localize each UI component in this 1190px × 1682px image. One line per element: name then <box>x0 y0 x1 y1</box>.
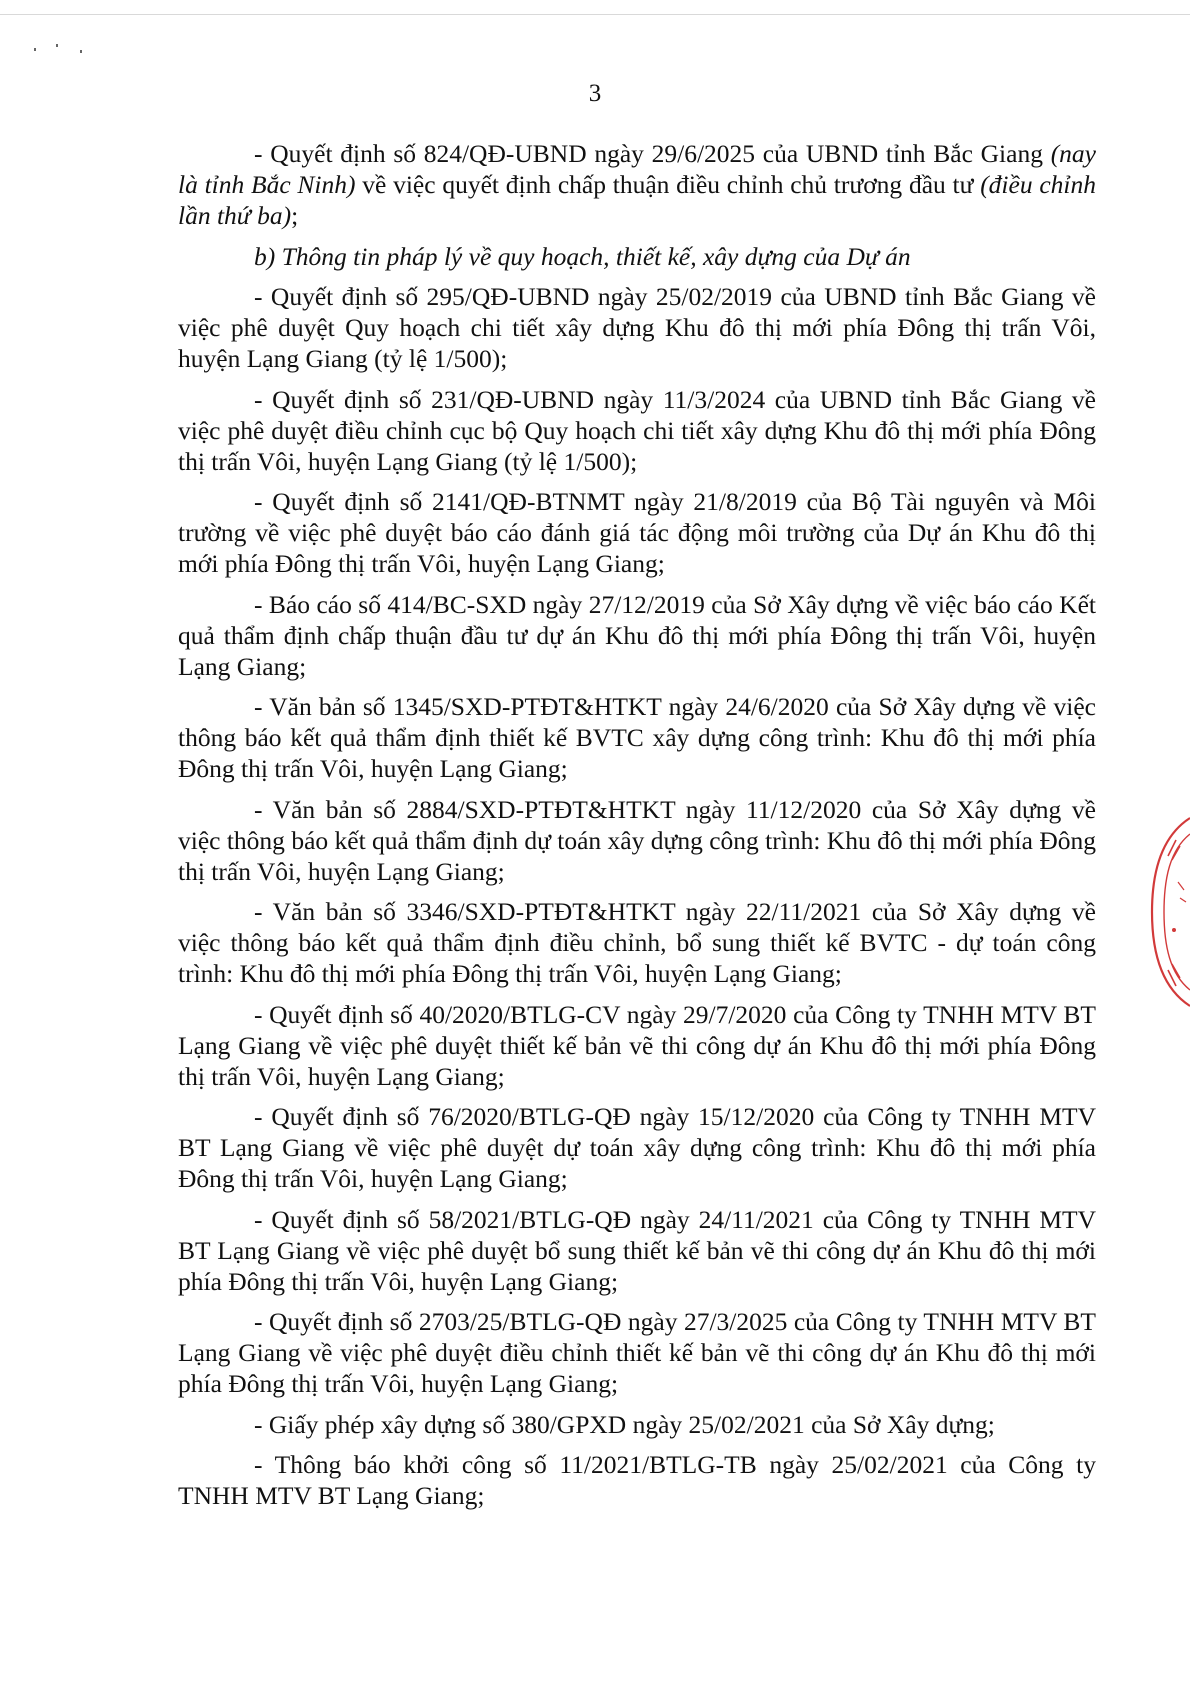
paragraph-decision-231: - Quyết định số 231/QĐ-UBND ngày 11/3/2024 của UBND tỉnh Bắc Giang về việc phê duyệt điều chỉnh cục bộ Quy hoạch chi tiết xây dựng Khu đô thị mới phía Đông thị trấn Vôi, huyện Lạng Giang (tỷ lệ 1/500); <box>178 384 1096 476</box>
paragraph-italic-note: (nay là tỉnh Bắc Ninh) <box>178 139 1096 199</box>
paragraph-decision-76-2020: - Quyết định số 76/2020/BTLG-QĐ ngày 15/12/2020 của Công ty TNHH MTV BT Lạng Giang về việc phê duyệt dự toán xây dựng công trình: Khu đô thị mới phía Đông thị trấn Vôi, huyện Lạng Giang; <box>178 1102 1096 1193</box>
section-heading-b: b) Thông tin pháp lý về quy hoạch, thiết kế, xây dựng của Dự án <box>254 241 911 271</box>
paragraph-decision-2141: - Quyết định số 2141/QĐ-BTNMT ngày 21/8/2019 của Bộ Tài nguyên và Môi trường về việc phê duyệt báo cáo đánh giá tác động môi trường của Dự án Khu đô thị mới phía Đông thị trấn Vôi, huyện Lạng Giang; <box>178 487 1096 578</box>
paragraph-decision-2703-25: - Quyết định số 2703/25/BTLG-QĐ ngày 27/3/2025 của Công ty TNHH MTV BT Lạng Giang về việc phê duyệt điều chỉnh thiết kế bản vẽ thi công dự án Khu đô thị mới phía Đông thị trấn Vôi, huyện Lạng Giang; <box>178 1307 1096 1398</box>
paragraph-decision-58-2021: - Quyết định số 58/2021/BTLG-QĐ ngày 24/11/2021 của Công ty TNHH MTV BT Lạng Giang về việc phê duyệt bổ sung thiết kế bản vẽ thi công dự án Khu đô thị mới phía Đông thị trấn Vôi, huyện Lạng Giang; <box>178 1204 1096 1296</box>
paragraph-document-3346: - Văn bản số 3346/SXD-PTĐT&HTKT ngày 22/11/2021 của Sở Xây dựng về việc thông báo kết quả thẩm định điều chỉnh, bổ sung thiết kế BVTC - dự toán công trình: Khu đô thị mới phía Đông thị trấn Vôi, huyện Lạng Giang; <box>178 897 1096 988</box>
scan-top-line <box>0 14 1190 15</box>
paragraph-decision-824 <box>178 138 1096 231</box>
document-body <box>178 138 1096 1521</box>
paragraph-document-1345: - Văn bản số 1345/SXD-PTĐT&HTKT ngày 24/6/2020 của Sở Xây dựng về việc thông báo kết quả thẩm định thiết kế BVTC xây dựng công trình: Khu đô thị mới phía Đông thị trấn Vôi, huyện Lạng Giang; <box>178 692 1096 783</box>
paragraph-middle: về việc quyết định chấp thuận điều chỉnh chủ trương đầu tư <box>355 170 981 199</box>
paragraph-decision-40-2020: - Quyết định số 40/2020/BTLG-CV ngày 29/7/2020 của Công ty TNHH MTV BT Lạng Giang về việc phê duyệt thiết kế bản vẽ thi công dự án Khu đô thị mới phía Đông thị trấn Vôi, huyện Lạng Giang; <box>178 999 1096 1091</box>
paragraph-decision-295: - Quyết định số 295/QĐ-UBND ngày 25/02/2019 của UBND tỉnh Bắc Giang về việc phê duyệt Quy hoạch chi tiết xây dựng Khu đô thị mới phía Đông thị trấn Vôi, huyện Lạng Giang (tỷ lệ 1/500); <box>178 282 1096 373</box>
paragraph-report-414: - Báo cáo số 414/BC-SXD ngày 27/12/2019 của Sở Xây dựng về việc báo cáo Kết quả thẩm định chấp thuận đầu tư dự án Khu đô thị mới phía Đông thị trấn Vôi, huyện Lạng Giang; <box>178 589 1096 681</box>
paragraph-notice-11-2021: - Thông báo khởi công số 11/2021/BTLG-TB ngày 25/02/2021 của Công ty TNHH MTV BT Lạng Giang; <box>178 1450 1096 1510</box>
paragraph-italic-note-2: (điều chỉnh lần thứ ba) <box>178 170 1096 230</box>
paragraph-document-2884: - Văn bản số 2884/SXD-PTĐT&HTKT ngày 11/12/2020 của Sở Xây dựng về việc thông báo kết quả thẩm định dự toán xây dựng công trình: Khu đô thị mới phía Đông thị trấn Vôi, huyện Lạng Giang; <box>178 794 1096 886</box>
page-number: 3 <box>588 80 602 107</box>
paragraph-lead: - Quyết định số 824/QĐ-UBND ngày 29/6/2025 của UBND tỉnh Bắc Giang <box>254 139 1051 168</box>
paragraph-tail: ; <box>291 201 299 230</box>
paragraph-permit-380: - Giấy phép xây dựng số 380/GPXD ngày 25/02/2021 của Sở Xây dựng; <box>254 1409 995 1439</box>
scan-speck-marks <box>30 42 100 56</box>
red-seal-fragment-icon <box>1144 812 1190 1012</box>
